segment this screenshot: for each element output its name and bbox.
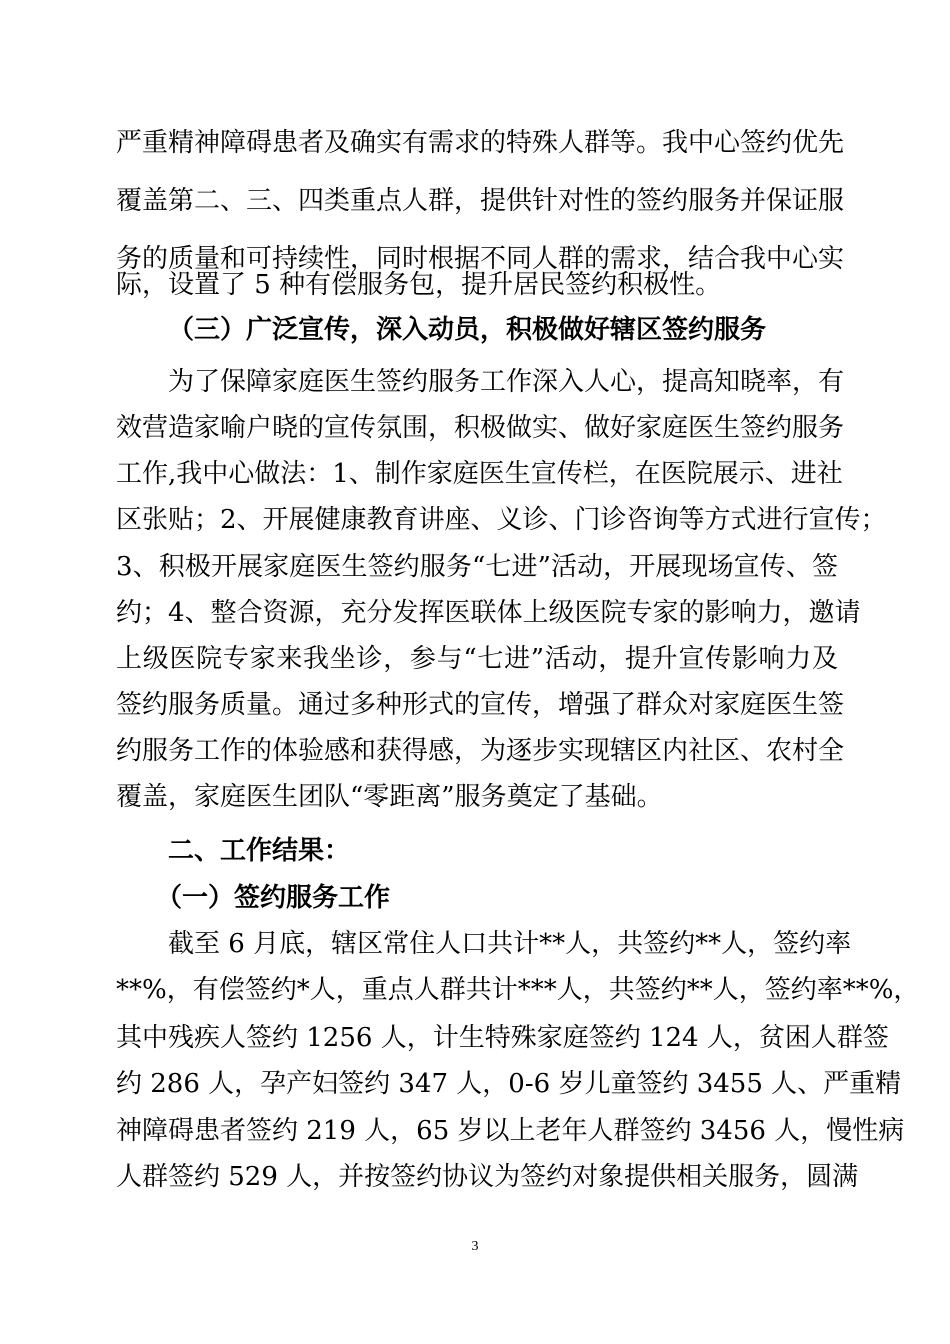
body-line-paragraph-end: 覆盖，家庭医生团队“零距离”服务奠定了基础。	[116, 782, 663, 812]
section-heading-results: 二、工作结果：	[168, 836, 351, 866]
section-heading-publicity: （三）广泛宣传，深入动员，积极做好辖区签约服务	[168, 315, 767, 345]
body-line: 3、积极开展家庭医生签约服务“七进”活动，开展现场宣传、签	[116, 552, 838, 582]
body-line: 人群签约 529 人，并按签约协议为签约对象提供相关服务，圆满	[116, 1162, 859, 1192]
body-line: 务的质量和可持续性，同时根据不同人群的需求，结合我中心实	[116, 244, 845, 274]
body-line: 上级医院专家来我坐诊，参与“七进”活动，提升宣传影响力及	[116, 644, 838, 674]
subsection-heading-signing: （一）签约服务工作	[156, 883, 391, 913]
body-line: 区张贴；2、开展健康教育讲座、义诊、门诊咨询等方式进行宣传；	[116, 505, 887, 535]
body-line: **%，有偿签约*人，重点人群共计***人，共签约**人，签约率**%，	[116, 975, 920, 1005]
body-line: 其中残疾人签约 1256 人，计生特殊家庭签约 124 人，贫困人群签	[116, 1023, 889, 1053]
body-line: 效营造家喻户晓的宣传氛围，积极做实、做好家庭医生签约服务	[116, 413, 845, 443]
body-line: 约 286 人，孕产妇签约 347 人，0-6 岁儿童签约 3455 人、严重精	[116, 1069, 902, 1099]
body-line: 严重精神障碍患者及确实有需求的特殊人群等。我中心签约优先	[116, 128, 845, 158]
body-line: 签约服务质量。通过多种形式的宣传，增强了群众对家庭医生签	[116, 690, 845, 720]
body-line-paragraph-end: 际，设置了 5 种有偿服务包，提升居民签约积极性。	[116, 270, 722, 300]
body-line: 神障碍患者签约 219 人，65 岁以上老年人群签约 3456 人，慢性病	[116, 1116, 905, 1146]
page-number: 3	[471, 1239, 479, 1254]
body-line: 覆盖第二、三、四类重点人群，提供针对性的签约服务并保证服	[116, 186, 845, 216]
body-line: 约服务工作的体验感和获得感，为逐步实现辖区内社区、农村全	[116, 736, 845, 766]
body-line-paragraph-start: 为了保障家庭医生签约服务工作深入人心，提高知晓率，有	[168, 367, 845, 397]
body-line: 约；4、整合资源，充分发挥医联体上级医院专家的影响力，邀请	[116, 598, 861, 628]
body-line: 工作,我中心做法：1、制作家庭医生宣传栏，在医院展示、进社	[116, 459, 843, 489]
body-line-paragraph-start: 截至 6 月底，辖区常住人口共计**人，共签约**人，签约率	[168, 929, 852, 959]
